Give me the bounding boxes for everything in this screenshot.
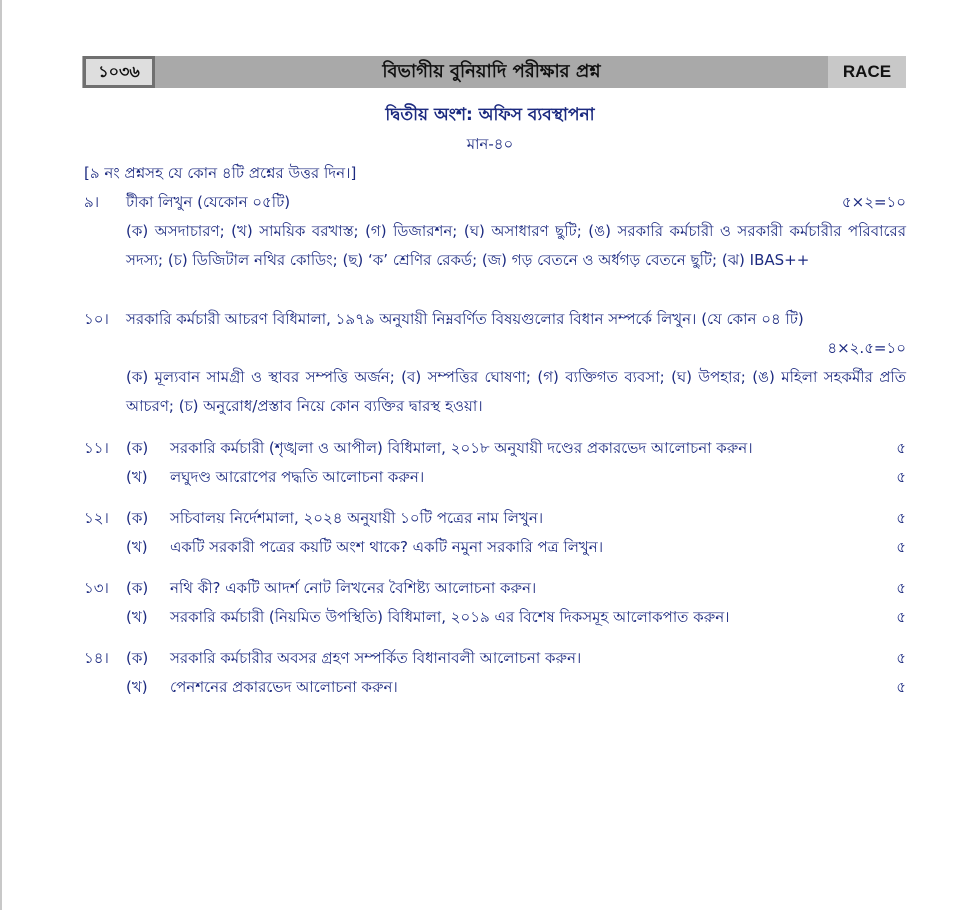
question-part — [84, 574, 906, 603]
part-text: সরকারি কর্মচারী (শৃঙ্খলা ও আপীল) বিধিমালা, ২০১৮ অনুযায়ী দণ্ডের প্রকারভেদ আলোচনা করুন। — [170, 439, 753, 457]
question-prompt: টীকা লিখুন (যেকোন ০৫টি) — [126, 193, 291, 211]
part-letter: (ক) — [126, 649, 149, 667]
question-number: ১০। — [84, 310, 109, 328]
part-text: সরকারি কর্মচারীর অবসর গ্রহণ সম্পর্কিত বিধানাবলী আলোচনা করুন। — [170, 649, 582, 667]
question-marks: ৪×২.৫=১০ — [827, 339, 906, 357]
question-part — [84, 673, 906, 702]
question-11 — [84, 434, 906, 492]
question-part — [84, 434, 906, 463]
part-marks: ৫ — [896, 538, 906, 556]
question-part — [84, 533, 906, 562]
section-title: দ্বিতীয় অংশ: অফিস ব্যবস্থাপনা — [385, 105, 595, 125]
question-marks: ৫×২=১০ — [841, 193, 906, 211]
question-9 — [84, 188, 906, 275]
part-letter: (খ) — [126, 678, 148, 696]
part-text: সরকারি কর্মচারী (নিয়মিত উপস্থিতি) বিধিমালা, ২০১৯ এর বিশেষ দিকসমূহ আলোকপাত করুন। — [170, 608, 730, 626]
paper-code: ১০৩৬ — [83, 56, 155, 88]
question-12 — [84, 504, 906, 562]
part-letter: (ক) — [126, 579, 149, 597]
question-number: ১১। — [84, 439, 109, 457]
part-letter: (খ) — [126, 608, 148, 626]
part-text: একটি সরকারী পত্রের কয়টি অংশ থাকে? একটি নমুনা সরকারি পত্র লিখুন। — [170, 538, 604, 556]
instruction: [৯ নং প্রশ্নসহ যে কোন ৪টি প্রশ্নের উত্তর দিন।] — [84, 164, 357, 182]
part-marks: ৫ — [896, 509, 906, 527]
question-number: ১২। — [84, 509, 109, 527]
part-letter: (ক) — [126, 509, 149, 527]
part-text: লঘুদণ্ড আরোপের পদ্ধতি আলোচনা করুন। — [170, 468, 425, 486]
question-13 — [84, 574, 906, 632]
exam-title: বিভাগীয় বুনিয়াদি পরীক্ষার প্রশ্ন — [382, 60, 601, 82]
question-14 — [84, 644, 906, 702]
part-marks: ৫ — [896, 579, 906, 597]
question-prompt: সরকারি কর্মচারী আচরণ বিধিমালা, ১৯৭৯ অনুযায়ী নিম্নবর্ণিত বিষয়গুলোর বিধান সম্পর্কে লিখুন। (যে কোন ০৪ টি) — [126, 310, 804, 328]
part-letter: (খ) — [126, 538, 148, 556]
part-marks: ৫ — [896, 678, 906, 696]
part-marks: ৫ — [896, 468, 906, 486]
question-10 — [84, 305, 906, 421]
part-text: পেনশনের প্রকারভেদ আলোচনা করুন। — [170, 678, 398, 696]
part-text: সচিবালয় নির্দেশমালা, ২০২৪ অনুযায়ী ১০টি পত্রের নাম লিখুন। — [170, 509, 544, 527]
question-part — [84, 644, 906, 673]
question-body: (ক) মূল্যবান সামগ্রী ও স্থাবর সম্পত্তি অর্জন; (ব) সম্পত্তির ঘোষণা; (গ) ব্যক্তিগত ব্যবসা; (ঘ) উপহার; (ঙ) মহিলা সহকর্মীর প্রতি আচরণ; (চ) অনুরোধ/প্রস্তাব নিয়ে কোন ব্যক্তির দ্বারস্থ হওয়া। — [126, 368, 906, 415]
part-text: নথি কী? একটি আদর্শ নোট লিখনের বৈশিষ্ট্য আলোচনা করুন। — [170, 579, 537, 597]
org-label: RACE — [828, 56, 906, 88]
question-part — [84, 504, 906, 533]
part-marks: ৫ — [896, 439, 906, 457]
part-marks: ৫ — [896, 649, 906, 667]
question-number: ১৩। — [84, 579, 109, 597]
part-letter: (ক) — [126, 439, 149, 457]
header-bar — [82, 56, 906, 88]
total-marks: মান-৪০ — [466, 135, 514, 153]
question-number: ১৪। — [84, 649, 109, 667]
question-part — [84, 463, 906, 492]
part-letter: (খ) — [126, 468, 148, 486]
part-marks: ৫ — [896, 608, 906, 626]
question-part — [84, 603, 906, 632]
question-body: (ক) অসদাচারণ; (খ) সাময়িক বরখাস্ত; (গ) ডিজারশন; (ঘ) অসাধারণ ছুটি; (ঙ) সরকারি কর্মচারী ও সরকারী কর্মচারীর পরিবারের সদস্য; (চ) ডিজিটাল নথির কোডিং; (ছ) ‘ক’ শ্রেণির রেকর্ড; (জ) গড় বেতনে ও অর্ধগড় বেতনে ছুটি; (ঝ) IBAS++ — [126, 222, 906, 269]
question-number: ৯। — [84, 193, 100, 211]
